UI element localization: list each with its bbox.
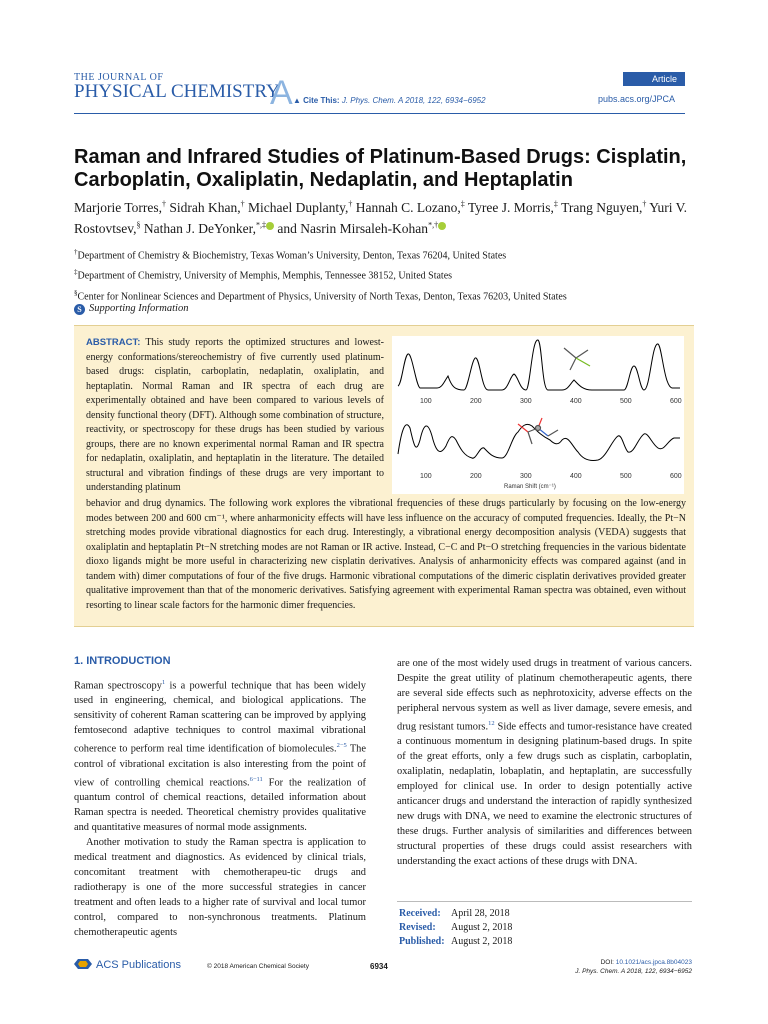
author[interactable]: Hannah C. Lozano,‡	[355, 199, 465, 215]
author[interactable]: Marjorie Torres,†	[74, 199, 167, 215]
journal-logo[interactable]	[74, 72, 304, 112]
affiliation: §Center for Nonlinear Sciences and Department of Physics, University of North Texas, Denton, Texas 76203, United States	[74, 288, 567, 302]
orcid-icon[interactable]	[266, 222, 274, 230]
date-revised: Revised: August 2, 2018	[399, 922, 513, 933]
tick-label: 600	[670, 398, 682, 405]
left-column	[74, 675, 366, 940]
section-heading: 1. INTRODUCTION	[74, 655, 171, 667]
supporting-information-link[interactable]	[74, 303, 188, 315]
author[interactable]: and Nasrin Mirsaleh-Kohan*,†	[277, 221, 446, 236]
supporting-info-label: Supporting Information	[89, 303, 189, 314]
tick-label: 100	[420, 398, 432, 405]
paragraph: Raman spectroscopy$^1$ is a powerful technique that has been widely used in engineering, chemical, and biological applications. The sensitivity of coherent Raman scattering can be improved by applying femtosecond adaptive techniques to control maximal vibrational coherence to perform real time identification of biomolecules.$^{2-5}$ The control of vibrational excitation is also interesting from the point of view of controlling chemical reactions.$^{6-11}$ For the realization of quantum control of chemical reactions, detailed information about Raman spectra is needed. Theoretical chemistry provides qualitative and quantitative measures of normal mode assignments.	[74, 679, 366, 834]
author[interactable]: Michael Duplanty,†	[248, 199, 353, 215]
copyright-notice: © 2018 American Chemical Society	[207, 963, 309, 970]
paragraph: are one of the most widely used drugs in treatment of various cancers. Despite the great utility of platinum chemotherapeutic agents, there are several side effects such as nephrotoxicity, adverse effects on the peripheral nervous system as well as liver damage, severe emesis, and drug resistant tumors.$^{12}$ Side effects and tumor-resistance have created a continuous momentum in designing platinum-based drugs. In spite of the great efforts, only a few drugs such as cisplatin, carboplatin, oxaliplatin, nedaplatin, lobaplatin, and heptaplatin, are successfully employed for clinical use. In order to design potentially active anticancer drugs and understand the interaction of rapidly synthesized new drugs with DNA, we need to examine the electronic structures of these drugs. Further analysis of similarities and differences between structural properties of these drugs could assist researchers with understanding the exact actions of these drugs with DNA.	[397, 658, 692, 868]
reference-link[interactable]: 6−11	[249, 775, 263, 783]
tick-label: 300	[520, 473, 532, 480]
cite-text: J. Phys. Chem. A 2018, 122, 6934−6952	[341, 96, 486, 105]
author[interactable]: Tyree J. Morris,‡	[467, 199, 558, 215]
right-column	[397, 656, 692, 869]
cite-label: Cite This:	[303, 96, 340, 105]
author[interactable]: Sidrah Khan,†	[169, 199, 245, 215]
article-type-badge: Article	[623, 72, 685, 86]
abstract-text	[86, 336, 384, 496]
tick-label: 200	[470, 398, 482, 405]
toc-graphic	[392, 336, 684, 494]
x-axis-label: Raman Shift (cm⁻¹)	[504, 484, 556, 490]
header-divider	[74, 113, 685, 114]
acs-publications-logo[interactable]: ACS Publications	[74, 958, 181, 971]
axis-top	[420, 398, 682, 405]
paper-title: Raman and Infrared Studies of Platinum-Based Drugs: Cisplatin, Carboplatin, Oxaliplatin, Nedaplatin, and Heptaplatin	[74, 146, 687, 191]
publication-dates	[399, 907, 512, 949]
journal-name-line2: PHYSICAL CHEMISTRY	[74, 81, 280, 102]
tick-label: 500	[620, 398, 632, 405]
date-published: Published: August 2, 2018	[399, 936, 513, 947]
abstract-continued: behavior and drug dynamics. The following work explores the vibrational frequencies of these drugs particularly by focusing on the low-energy modes between 200 and 600 cm⁻¹, where anharmonicity effects will have less influence on the accuracy of computed frequencies. Ideally, the Pt−N stretching modes provide vibrational diagnostics for each drug. Interestingly, a vibrational energy decomposition analysis (VEDA) suggests that oxaliplatin and heptaplatin Pt−N stretching modes are not Raman or IR active. Instead, C−C and Pt−O stretching frequencies in the various bidentate dioxo ligands might be more useful in characterizing new cisplatin derivatives. Analysis of anharmonicity effects was compared against (and in tandem with) dimer computations of four of the five drugs. Harmonic vibrational computations of the dimeric cisplatin derivatives provided greater qualitative improvement than that of the monomeric derivatives. Satisfying agreement with experimental Raman spectra was obtained, even without resorting to linear scale factors for the harmonic dimer frequencies.	[86, 498, 686, 611]
molecule-top	[564, 348, 590, 370]
author-list	[74, 195, 694, 238]
paragraph: Another motivation to study the Raman spectra is application to medical treatment and diagnostics. As evidenced by clinical trials, concomitant treatment with chemotherapeu-tic drugs and radiotherapy is one of the more successful strategies in cancer treatment and often leads to a higher rate of survival and local tumor control, compared to non-synchronous treatments. Platinum chemotherapeutic agents	[74, 837, 366, 939]
supporting-info-icon: S	[74, 304, 85, 315]
author[interactable]: Yuri V. Rostovtsev,§	[74, 199, 687, 236]
journal-letter: A	[270, 74, 293, 112]
abstract-label: ABSTRACT:	[86, 337, 141, 348]
molecule-bottom	[518, 418, 558, 444]
reference-link[interactable]: 12	[488, 720, 495, 727]
page-number: 6934	[370, 962, 388, 971]
spectrum-top	[398, 340, 680, 390]
affiliation: ‡Department of Chemistry, University of Memphis, Memphis, Tennessee 38152, United States	[74, 268, 453, 282]
cite-icon: ▲	[293, 96, 304, 105]
tick-label: 400	[570, 398, 582, 405]
orcid-icon[interactable]	[438, 222, 446, 230]
affiliation: †Department of Chemistry & Biochemistry, Texas Woman’s University, Denton, Texas 76204, United States	[74, 248, 507, 262]
axis-bottom	[420, 473, 682, 490]
tick-label: 400	[570, 473, 582, 480]
abstract-part1: This study reports the optimized structures and lowest-energy conformations/stereochemistry of five currently used platinum-based drugs: cisplatin, carboplatin, nedaplatin, oxaliplatin, and heptaplatin. Normal Raman and IR spectra of each drug are experimentally obtained and have been compared to various levels of density functional theory (DFT). Although some combination of structure, reactivity, or spectroscopy for these drugs has been studied by various groups, there are no known experimental normal Raman and IR spectra for nedaplatin, oxaliplatin, and heptaplatin in the literature. The detailed structural and vibration findings of these drugs are very important to understanding platinum	[86, 337, 384, 493]
cite-this-link[interactable]	[293, 96, 486, 105]
doi-block: DOI: 10.1021/acs.jpca.8b04023 J. Phys. Chem. A 2018, 122, 6934−6952	[575, 959, 692, 975]
reference-link[interactable]: 2−5	[336, 742, 347, 750]
date-received: Received: April 28, 2018	[399, 908, 510, 919]
tick-label: 200	[470, 473, 482, 480]
author[interactable]: Trang Nguyen,†	[561, 199, 647, 215]
doi-link[interactable]: 10.1021/acs.jpca.8b04023	[615, 959, 692, 966]
dates-divider	[397, 901, 692, 902]
tick-label: 600	[670, 473, 682, 480]
author[interactable]: Nathan J. DeYonker,*,‡	[144, 221, 274, 236]
journal-url-link[interactable]: pubs.acs.org/JPCA	[598, 94, 676, 104]
tick-label: 300	[520, 398, 532, 405]
footer-citation: J. Phys. Chem. A 2018, 122, 6934−6952	[575, 968, 692, 975]
journal-name-line1: THE JOURNAL OF	[74, 72, 164, 83]
tick-label: 500	[620, 473, 632, 480]
acs-hexagon-icon	[74, 958, 92, 970]
affiliation-list	[74, 244, 694, 305]
tick-label: 100	[420, 473, 432, 480]
reference-link[interactable]: 1	[161, 679, 166, 686]
